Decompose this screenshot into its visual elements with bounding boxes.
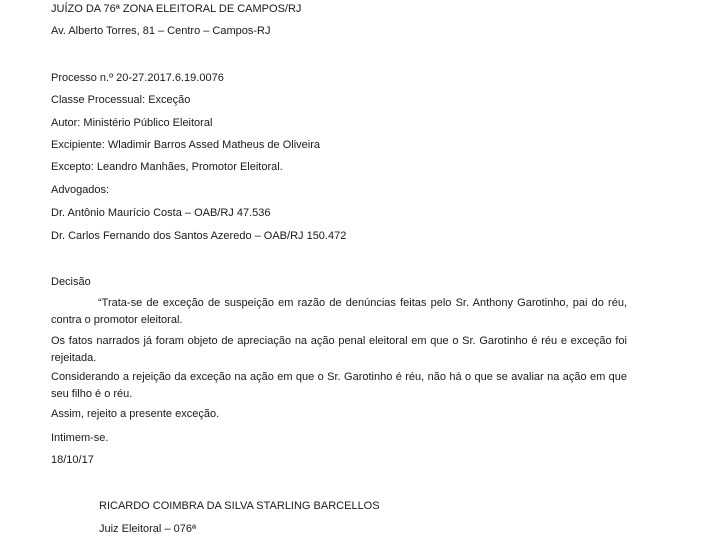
decision-paragraph-4: Assim, rejeito a presente exceção. [51, 408, 220, 420]
court-heading: JUÍZO DA 76ª ZONA ELEITORAL DE CAMPOS/RJ [51, 3, 302, 15]
decision-date: 18/10/17 [51, 454, 94, 466]
court-address: Av. Alberto Torres, 81 – Centro – Campos-RJ [51, 25, 271, 37]
excipient: Excipiente: Wladimir Barros Assed Matheus de Oliveira [51, 139, 320, 151]
process-class: Classe Processual: Exceção [51, 94, 191, 106]
lawyer-2: Dr. Carlos Fernando dos Santos Azeredo – OAB/RJ 150.472 [51, 230, 347, 242]
decision-paragraph-2: Os fatos narrados já foram objeto de apreciação na ação penal eleitoral em que o Sr. Garotinho é réu e exceção foi rejeitada. [51, 335, 627, 364]
closing-text: Intimem-se. [51, 432, 109, 444]
decision-heading: Decisão [51, 276, 91, 288]
process-number: Processo n.º 20-27.2017.6.19.0076 [51, 72, 224, 84]
decision-paragraph-1: “Trata-se de exceção de suspeição em razão de denúncias feitas pelo Sr. Anthony Garotinho, pai do réu, contra o promotor eleitoral. [51, 297, 627, 326]
judge-title: Juiz Eleitoral – 076ª [99, 523, 197, 535]
judge-name: RICARDO COIMBRA DA SILVA STARLING BARCELLOS [99, 500, 380, 512]
excepted: Excepto: Leandro Manhães, Promotor Eleitoral. [51, 161, 283, 173]
decision-paragraph-3: Considerando a rejeição da exceção na ação em que o Sr. Garotinho é réu, não há o que se avaliar na ação em que seu filho é o réu. [51, 371, 627, 400]
author: Autor: Ministério Público Eleitoral [51, 117, 213, 129]
lawyers-label: Advogados: [51, 184, 110, 196]
lawyer-1: Dr. Antônio Maurício Costa – OAB/RJ 47.536 [51, 207, 271, 219]
